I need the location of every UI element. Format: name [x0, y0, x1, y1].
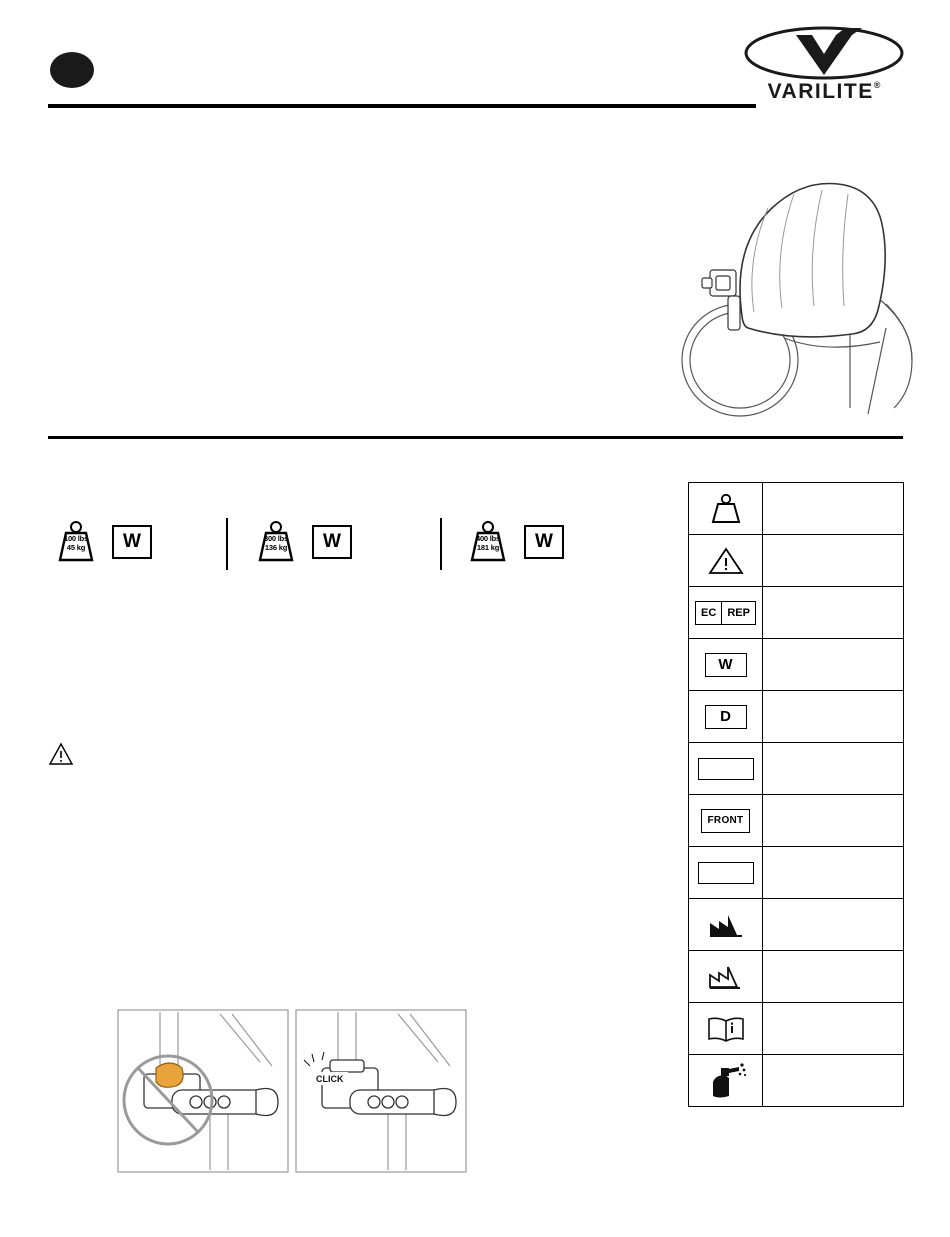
legend-description	[763, 587, 903, 638]
blank-symbol	[698, 758, 754, 780]
front-label-icon	[689, 795, 763, 846]
blank-symbol-2	[698, 862, 754, 884]
front-symbol: FRONT	[701, 809, 751, 833]
legend-row	[689, 795, 903, 847]
weight-capacity-row	[48, 510, 668, 580]
capacity-item-1	[252, 510, 352, 574]
legend-description	[763, 483, 903, 534]
legend-row	[689, 951, 903, 1003]
capacity-lb-2: 400 lbs	[475, 534, 501, 543]
logo-registered-mark: ®	[873, 80, 881, 90]
width-symbol-0: W	[112, 525, 152, 559]
width-icon	[689, 639, 763, 690]
logo-wordmark	[744, 80, 904, 104]
capacity-separator-0	[226, 518, 228, 570]
legend-description	[763, 1055, 903, 1106]
width-symbol-1: W	[312, 525, 352, 559]
capacity-lb-0: 100 lbs	[63, 534, 89, 543]
width-symbol: W	[705, 653, 747, 677]
logo-brand-text: VARILITE	[767, 80, 874, 103]
legend-description	[763, 1003, 903, 1054]
varilite-logo	[744, 26, 904, 104]
width-symbol-2: W	[524, 525, 564, 559]
capacity-kg-2: 181 kg	[476, 543, 500, 552]
weight-limit-icon	[252, 520, 300, 564]
capacity-text-0	[52, 534, 100, 552]
capacity-kg-0: 45 kg	[66, 543, 86, 552]
capacity-item-2	[464, 510, 564, 574]
capacity-text-2	[464, 534, 512, 552]
ec-rep-icon	[689, 587, 763, 638]
date-of-manufacture-icon	[689, 951, 763, 1002]
legend-row	[689, 483, 903, 535]
wheelchair-backrest-illustration	[672, 178, 920, 420]
blank-box-icon	[689, 743, 763, 794]
clamp-illustrations	[60, 1010, 480, 1180]
capacity-lb-1: 300 lbs	[263, 534, 289, 543]
legend-row	[689, 639, 903, 691]
logo-mark-icon	[744, 26, 904, 82]
legend-row	[689, 691, 903, 743]
legend-description	[763, 951, 903, 1002]
legend-description	[763, 847, 903, 898]
legend-row	[689, 587, 903, 639]
clamp-unlocked-incorrect	[118, 1010, 288, 1172]
legend-row	[689, 1003, 903, 1055]
ec-label: EC	[701, 606, 717, 619]
legend-row	[689, 899, 903, 951]
legend-description	[763, 639, 903, 690]
section-divider	[48, 436, 903, 439]
header-divider	[48, 104, 756, 108]
depth-symbol: D	[705, 705, 747, 729]
legend-description	[763, 691, 903, 742]
capacity-text-1	[252, 534, 300, 552]
capacity-item-0	[52, 510, 152, 574]
legend-description	[763, 795, 903, 846]
legend-description	[763, 535, 903, 586]
warning-triangle-icon	[689, 535, 763, 586]
blank-box-2-icon	[689, 847, 763, 898]
manufacturer-icon	[689, 899, 763, 950]
header-bullet-icon	[50, 52, 94, 88]
legend-description	[763, 899, 903, 950]
legend-row	[689, 535, 903, 587]
clamp-click-label: CLICK	[316, 1074, 344, 1084]
cleaning-spray-icon	[689, 1055, 763, 1106]
clamp-locked-correct	[296, 1010, 466, 1172]
warning-triangle-icon	[48, 742, 74, 766]
legend-description	[763, 743, 903, 794]
consult-instructions-icon	[689, 1003, 763, 1054]
weight-limit-icon	[689, 483, 763, 534]
depth-icon	[689, 691, 763, 742]
legend-row	[689, 847, 903, 899]
capacity-separator-1	[440, 518, 442, 570]
capacity-kg-1: 136 kg	[264, 543, 288, 552]
weight-limit-icon	[52, 520, 100, 564]
legend-row	[689, 1055, 903, 1107]
rep-label: REP	[721, 602, 755, 624]
weight-limit-icon	[464, 520, 512, 564]
legend-row	[689, 743, 903, 795]
symbol-legend-table	[688, 482, 904, 1107]
